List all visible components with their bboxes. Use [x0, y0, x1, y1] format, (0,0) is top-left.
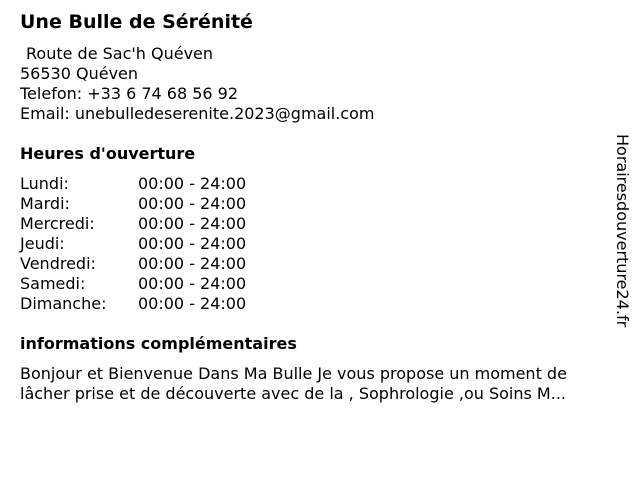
hours-time: 00:00 - 24:00: [138, 234, 247, 253]
hours-time: 00:00 - 24:00: [138, 274, 247, 293]
additional-info-heading: informations complémentaires: [20, 334, 297, 353]
opening-hours-heading: Heures d'ouverture: [20, 144, 196, 163]
site-watermark: [612, 134, 632, 346]
hours-time: 00:00 - 24:00: [138, 254, 247, 273]
site-watermark-text: Horairesdouverture24.fr: [613, 134, 632, 328]
hours-time: 00:00 - 24:00: [138, 294, 247, 313]
hours-time: 00:00 - 24:00: [138, 194, 247, 213]
hours-row-friday: [20, 254, 246, 274]
hours-row-wednesday: [20, 214, 246, 234]
phone-number: Telefon: +33 6 74 68 56 92: [20, 84, 239, 103]
business-name: Une Bulle de Sérénité: [20, 11, 253, 33]
hours-time: 00:00 - 24:00: [138, 174, 247, 193]
additional-info-line: lâcher prise et de découverte avec de la , Sophrologie ,ou Soins M...: [20, 384, 566, 403]
hours-row-thursday: [20, 234, 246, 254]
hours-day: Dimanche:: [20, 294, 107, 313]
hours-day: Samedi:: [20, 274, 86, 293]
additional-info-text: [20, 364, 620, 404]
hours-row-saturday: [20, 274, 246, 294]
hours-row-monday: [20, 174, 246, 194]
hours-day: Vendredi:: [20, 254, 96, 273]
additional-info-line: Bonjour et Bienvenue Dans Ma Bulle Je vous propose un moment de: [20, 364, 567, 383]
hours-day: Jeudi:: [20, 234, 65, 253]
hours-row-sunday: [20, 294, 246, 314]
email-address: Email: unebulledeserenite.2023@gmail.com: [20, 104, 375, 123]
opening-hours-table: [20, 174, 246, 314]
street-address: Route de Sac'h Quéven: [26, 44, 214, 63]
hours-day: Mercredi:: [20, 214, 95, 233]
hours-time: 00:00 - 24:00: [138, 214, 247, 233]
hours-day: Mardi:: [20, 194, 70, 213]
hours-day: Lundi:: [20, 174, 69, 193]
contact-block: [20, 44, 374, 124]
hours-row-tuesday: [20, 194, 246, 214]
city-address: 56530 Quéven: [20, 64, 139, 83]
